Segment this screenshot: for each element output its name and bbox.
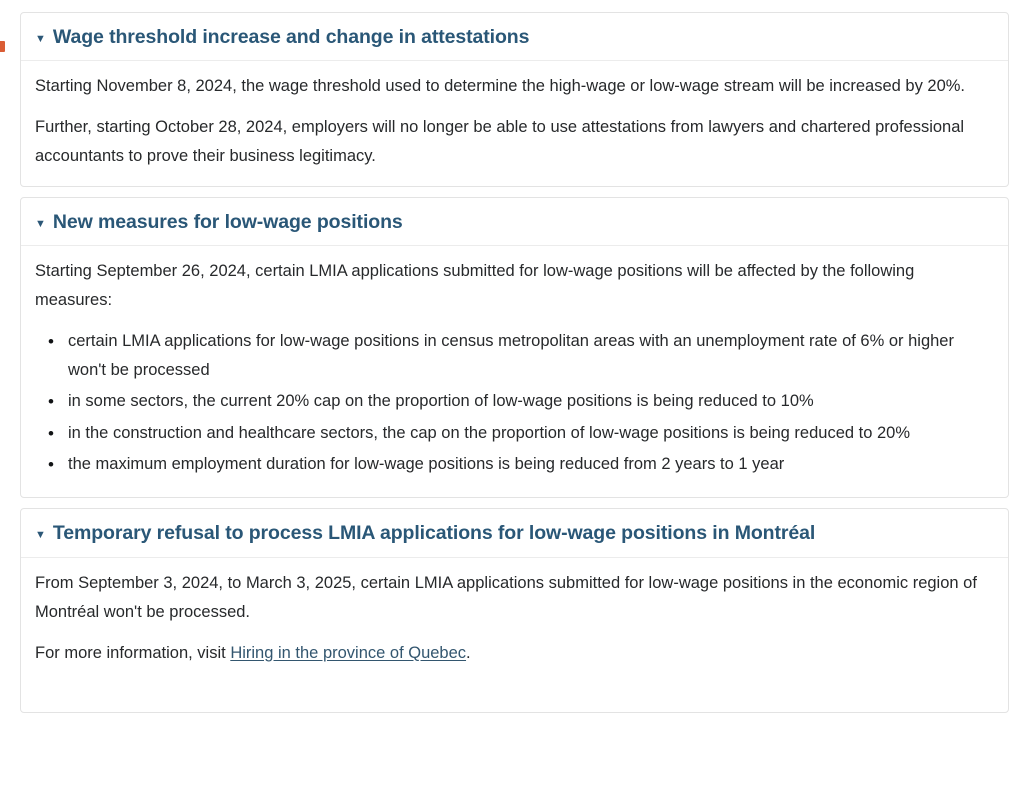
measures-list <box>35 327 994 480</box>
paragraph: Starting November 8, 2024, the wage threshold used to determine the high-wage or low-wage stream will be increased by 20%. <box>35 77 966 96</box>
accordion-panel-temporary-refusal <box>21 558 1008 712</box>
paragraph: Further, starting October 28, 2024, employers will no longer be able to use attestations from lawyers and chartered professional accountants to prove their business legitimacy. <box>35 117 965 166</box>
accordion-title-temporary-refusal: Temporary refusal to process LMIA applications for low-wage positions in Montréal <box>52 522 816 545</box>
more-information-prefix: For more information, visit <box>35 643 231 662</box>
accordion-panel-wage-threshold <box>21 61 1008 185</box>
clipped-edge-marker-icon <box>0 41 5 52</box>
paragraph: Starting September 26, 2024, certain LMIA applications submitted for low-wage positions will be affected by the following measures: <box>35 261 915 310</box>
hiring-in-quebec-link[interactable]: Hiring in the province of Quebec <box>230 643 467 662</box>
more-information-suffix: . <box>466 643 471 662</box>
list-item: • certain LMIA applications for low-wage positions in census metropolitan areas with an unemployment rate of 6% or higher won't be processed <box>68 327 994 386</box>
accordion-section-temporary-refusal <box>20 508 1009 713</box>
accordion-header-temporary-refusal[interactable] <box>21 509 1008 557</box>
accordion-list <box>20 12 1009 723</box>
more-information-paragraph <box>35 639 994 668</box>
chevron-down-icon[interactable]: ▼ <box>35 217 46 230</box>
list-item: • in the construction and healthcare sectors, the cap on the proportion of low-wage positions is being reduced to 20% <box>68 419 994 448</box>
paragraph: From September 3, 2024, to March 3, 2025, certain LMIA applications submitted for low-wage positions in the economic region of Montréal won't be processed. <box>35 573 977 622</box>
accordion-panel-new-measures <box>21 246 1008 498</box>
accordion-header-wage-threshold[interactable] <box>21 13 1008 61</box>
accordion-section-new-measures <box>20 197 1009 499</box>
chevron-down-icon[interactable]: ▼ <box>35 33 46 45</box>
chevron-down-icon[interactable]: ▼ <box>35 529 46 542</box>
accordion-title-wage-threshold: Wage threshold increase and change in attestations <box>52 26 530 48</box>
accordion-header-new-measures[interactable] <box>21 198 1008 246</box>
accordion-title-new-measures: New measures for low-wage positions <box>52 210 403 233</box>
accordion-section-wage-threshold <box>20 12 1009 187</box>
list-item: • the maximum employment duration for low-wage positions is being reduced from 2 years to 1 year <box>68 450 994 479</box>
list-item: • in some sectors, the current 20% cap on the proportion of low-wage positions is being reduced to 10% <box>68 387 994 416</box>
